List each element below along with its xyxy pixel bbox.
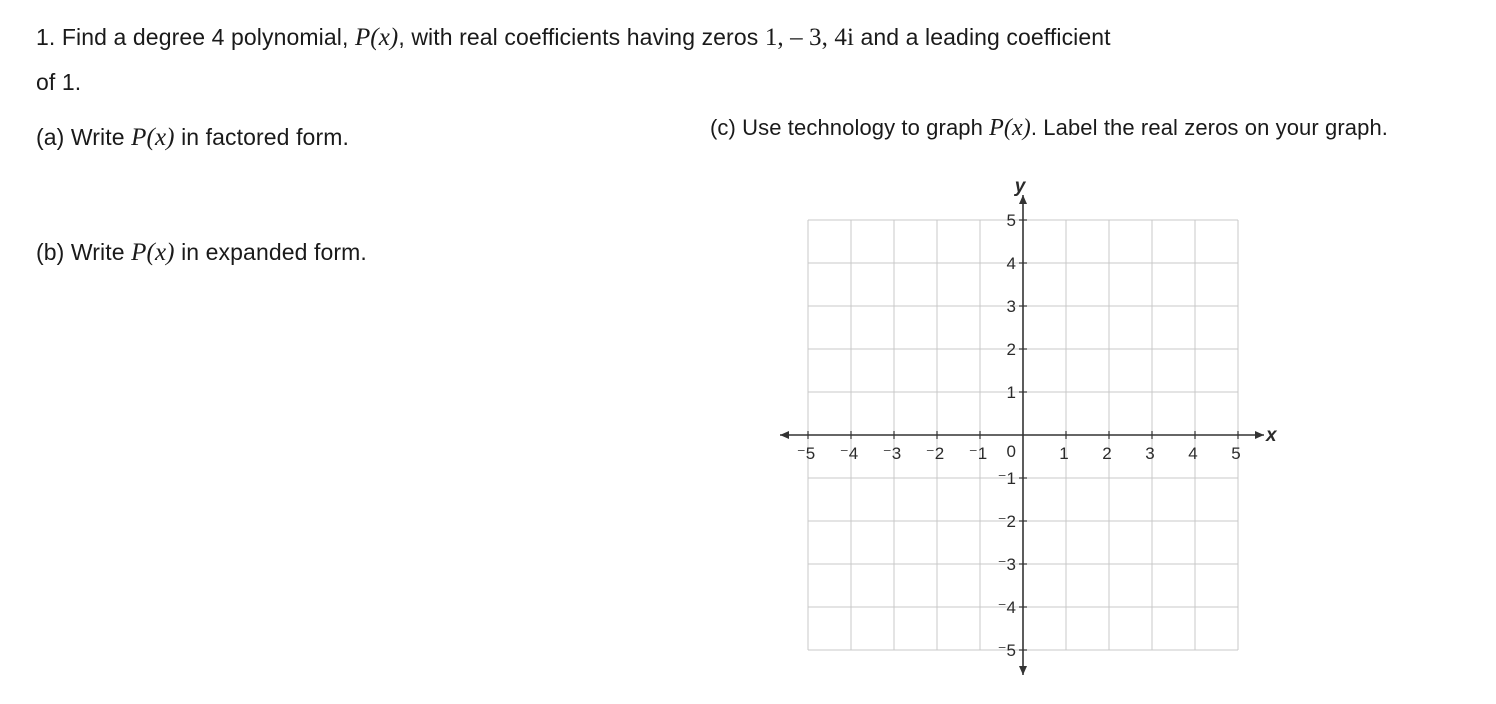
x-tick-label: ⁻5 (796, 444, 816, 463)
x-tick-label: 3 (1145, 444, 1155, 463)
problem-intro-mid: , with real coefficients having zeros (398, 24, 759, 50)
part-b-prompt (36, 239, 367, 267)
part-a-label: (a) Write (36, 124, 125, 150)
y-tick-label: 4 (1006, 254, 1016, 273)
part-b-func: P(x) (131, 239, 175, 266)
part-c-text: . Label the real zeros on your graph. (1030, 115, 1389, 140)
problem-zeros: 1, – 3, 4i (764, 24, 855, 51)
part-c-prompt (710, 115, 1388, 142)
coordinate-grid (780, 170, 1290, 690)
y-tick-label: ⁻4 (997, 598, 1016, 617)
y-tick-label: ⁻3 (997, 555, 1016, 574)
y-axis-arrow-down (1019, 666, 1027, 675)
x-tick-label: 1 (1059, 444, 1069, 463)
part-a-prompt (36, 124, 349, 152)
y-tick-label: ⁻1 (997, 469, 1016, 488)
problem-func: P(x) (354, 24, 399, 51)
problem-intro-line2: of 1. (36, 69, 82, 95)
y-axis-label: y (1014, 176, 1026, 197)
problem-line-1 (36, 24, 1111, 52)
y-tick-label: 2 (1006, 340, 1016, 359)
x-tick-label: ⁻4 (839, 444, 859, 463)
x-tick-label: 2 (1102, 444, 1112, 463)
part-c-func: P(x) (989, 115, 1031, 141)
origin-label: 0 (1006, 442, 1016, 461)
x-tick-label: ⁻1 (968, 444, 988, 463)
x-tick-label: ⁻2 (925, 444, 945, 463)
y-tick-label: 5 (1006, 211, 1016, 230)
x-axis-arrow-left (780, 431, 789, 439)
problem-intro-before: Find a degree 4 polynomial, (61, 24, 349, 50)
part-c-label: (c) Use technology to graph (710, 115, 983, 140)
problem-intro-after: and a leading coefficient (860, 24, 1111, 50)
x-tick-label: ⁻3 (882, 444, 902, 463)
part-a-text: in factored form. (181, 124, 349, 150)
problem-number: 1. (36, 24, 56, 50)
part-b-text: in expanded form. (181, 239, 367, 265)
part-b-label: (b) Write (36, 239, 125, 265)
x-axis-arrow-right (1255, 431, 1264, 439)
problem-line-2 (36, 69, 81, 96)
x-axis-label: x (1266, 425, 1277, 446)
y-tick-label: ⁻2 (997, 512, 1016, 531)
y-tick-label: 3 (1006, 297, 1016, 316)
x-tick-label: 5 (1231, 444, 1241, 463)
x-tick-label: 4 (1188, 444, 1198, 463)
y-tick-label: ⁻5 (997, 641, 1016, 660)
part-a-func: P(x) (131, 124, 175, 151)
y-tick-label: 1 (1006, 383, 1016, 402)
